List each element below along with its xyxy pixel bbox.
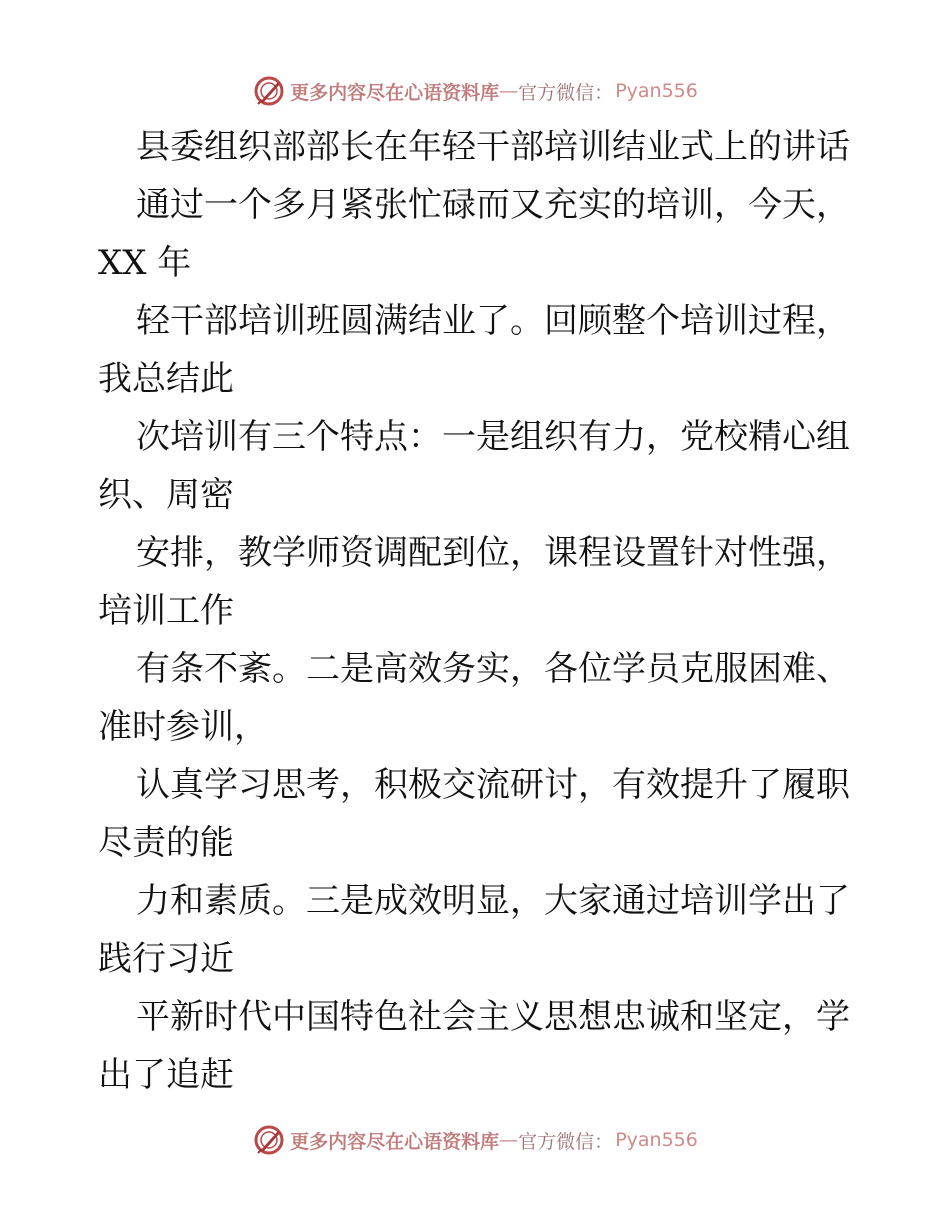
text-line: 出了追赶 xyxy=(98,1055,234,1095)
text-line: 安排，教学师资调配到位，课程设置针对性强， xyxy=(136,533,850,573)
text-line: 通过一个多月紧张忙碌而又充实的培训，今天， xyxy=(136,185,850,225)
text-line: 尽责的能 xyxy=(98,823,234,863)
text-line: 织、周密 xyxy=(98,475,234,515)
text-line: 有条不紊。二是高效务实，各位学员克服困难、 xyxy=(136,649,850,689)
text-line: 力和素质。三是成效明显，大家通过培训学出了 xyxy=(136,881,850,921)
banner-dash: — xyxy=(499,1129,519,1151)
text-line: 平新时代中国特色社会主义思想忠诚和坚定，学 xyxy=(136,997,850,1037)
banner-wechat-handle: Pyan556 xyxy=(615,1129,698,1151)
text-line: XX 年 xyxy=(98,243,192,283)
text-line: 践行习近 xyxy=(98,939,234,979)
banner-official-label: 官方微信： xyxy=(518,81,614,104)
banner-brand-text: 更多内容尽在心语资料库 xyxy=(290,1130,500,1153)
text-line: 准时参训， xyxy=(98,707,268,747)
footer-banner xyxy=(0,1120,950,1160)
banner-brand-text: 更多内容尽在心语资料库 xyxy=(290,81,500,104)
text-line: 培训工作 xyxy=(98,591,234,631)
quill-pen-logo-icon xyxy=(252,74,286,108)
document-title: 县委组织部部长在年轻干部培训结业式上的讲话 xyxy=(136,127,850,167)
text-line: 次培训有三个特点：一是组织有力，党校精心组 xyxy=(136,417,850,457)
text-line: 我总结此 xyxy=(98,359,234,399)
text-line: 认真学习思考，积极交流研讨，有效提升了履职 xyxy=(136,765,850,805)
text-line: 轻干部培训班圆满结业了。回顾整个培训过程， xyxy=(136,301,850,341)
document-body xyxy=(98,118,858,1104)
banner-dash: — xyxy=(499,80,519,102)
banner-wechat-handle: Pyan556 xyxy=(615,80,698,102)
header-banner xyxy=(0,71,950,111)
quill-pen-logo-icon xyxy=(252,1123,286,1157)
banner-official-label: 官方微信： xyxy=(518,1130,614,1153)
